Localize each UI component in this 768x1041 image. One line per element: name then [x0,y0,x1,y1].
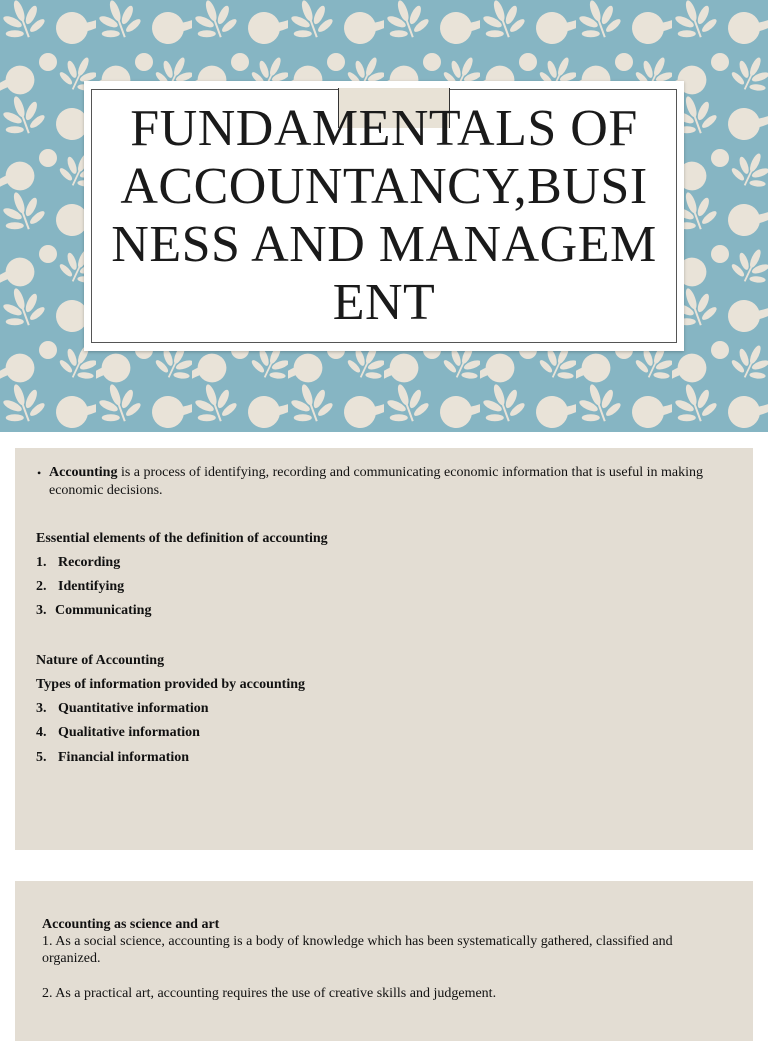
title-slide [0,0,768,432]
bullet-icon: • [37,466,42,480]
list-item: 1. Recording [36,555,121,570]
definition-text: is a process of identifying, recording and communicating economic information that is useful in making economic decisions. [49,465,703,498]
science-point: 1. As a social science, accounting is a body of knowledge which has been systematically gathered, classified and organized. [42,934,673,966]
slide-science-and-art [15,881,753,1041]
list-item: 4. Qualitative information [36,725,200,740]
title-card [84,81,684,351]
art-point: 2. As a practical art, accounting requires the use of creative skills and judgement. [42,986,497,1001]
science-art-heading: Accounting as science and art [42,917,220,932]
list-item: 3. Communicating [36,603,152,618]
list-item: 3. Quantitative information [36,701,209,716]
definition-bullet [37,464,727,500]
nature-heading: Nature of Accounting [36,653,165,668]
elements-heading: Essential elements of the definition of accounting [36,531,328,546]
list-item: 2. Identifying [36,579,125,594]
types-heading: Types of information provided by accounting [36,677,306,692]
title-frame [91,89,677,343]
definition-term: Accounting [49,465,118,480]
list-item: 5. Financial information [36,750,190,765]
slide-accounting-definition [15,448,753,850]
slide-title: FUNDAMENTALS OF ACCOUNTANCY,BUSINESS AND MANAGEMENT [111,100,657,331]
